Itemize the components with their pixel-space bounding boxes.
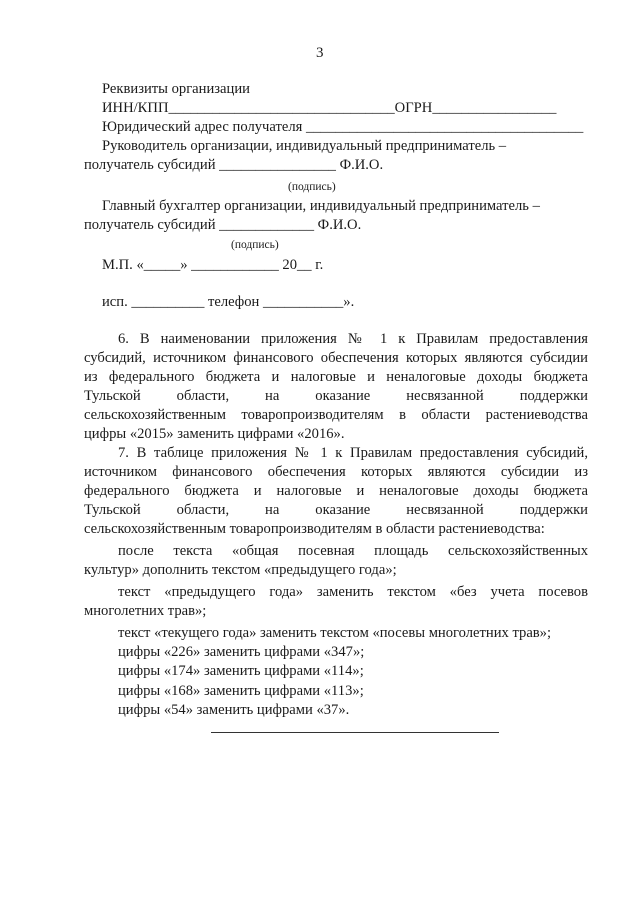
item6-line-6: цифры «2015» заменить цифрами «2016». bbox=[84, 426, 345, 442]
legal-address-line: Юридический адрес получателя ______________________________________ bbox=[102, 119, 584, 135]
item7-change-1b: культур» дополнить текстом «предыдущего года»; bbox=[84, 562, 397, 578]
item7-change-1a: после текста «общая посевная площадь сельскохозяйственных bbox=[118, 543, 588, 559]
item7-line-3: федерального бюджета и налоговые и неналоговые доходы бюджета bbox=[84, 483, 588, 499]
item7-change-2b: многолетних трав»; bbox=[84, 603, 207, 619]
closing-rule bbox=[211, 732, 499, 733]
item7-line-5: сельскохозяйственным товаропроизводителям в области растениеводства: bbox=[84, 521, 545, 537]
accountant-line-2: получатель субсидий _____________ Ф.И.О. bbox=[84, 217, 362, 233]
item6-line-1: 6. В наименовании приложения № 1 к Правилам предоставления bbox=[118, 331, 588, 347]
accountant-signature-caption: (подпись) bbox=[231, 239, 279, 251]
item7-change-6: цифры «168» заменить цифрами «113»; bbox=[118, 683, 364, 699]
head-line-2: получатель субсидий ________________ Ф.И.О. bbox=[84, 157, 384, 173]
stamp-date-line: М.П. «_____» ____________ 20__ г. bbox=[102, 257, 324, 273]
item7-line-4: Тульской области, на оказание несвязанной поддержки bbox=[84, 502, 588, 518]
item6-line-3: из федерального бюджета и налоговые и неналоговые доходы бюджета bbox=[84, 369, 588, 385]
head-signature-caption: (подпись) bbox=[288, 181, 336, 193]
item7-change-2a: текст «предыдущего года» заменить текстом «без учета посевов bbox=[118, 584, 588, 600]
item6-line-4: Тульской области, на оказание несвязанной поддержки bbox=[84, 388, 588, 404]
item7-change-3: текст «текущего года» заменить текстом «посевы многолетних трав»; bbox=[118, 625, 552, 641]
inn-ogrn-line: ИНН/КПП_______________________________ОГРН_________________ bbox=[102, 100, 557, 116]
head-line-1: Руководитель организации, индивидуальный предприниматель – bbox=[102, 138, 507, 154]
executor-phone-line: исп. __________ телефон ___________». bbox=[102, 294, 355, 310]
page-number: 3 bbox=[316, 45, 324, 61]
item7-line-2: источником финансового обеспечения которых являются субсидии из bbox=[84, 464, 588, 480]
accountant-line-1: Главный бухгалтер организации, индивидуальный предприниматель – bbox=[102, 198, 540, 214]
item6-line-2: субсидий, источником финансового обеспечения которых являются субсидии bbox=[84, 350, 588, 366]
requisites-title: Реквизиты организации bbox=[102, 81, 250, 97]
item6-line-5: сельскохозяйственным товаропроизводителям в области растениеводства bbox=[84, 407, 588, 423]
item7-change-5: цифры «174» заменить цифрами «114»; bbox=[118, 663, 364, 679]
item7-line-1: 7. В таблице приложения № 1 к Правилам предоставления субсидий, bbox=[118, 445, 588, 461]
item7-change-7: цифры «54» заменить цифрами «37». bbox=[118, 702, 350, 718]
item7-change-4: цифры «226» заменить цифрами «347»; bbox=[118, 644, 365, 660]
